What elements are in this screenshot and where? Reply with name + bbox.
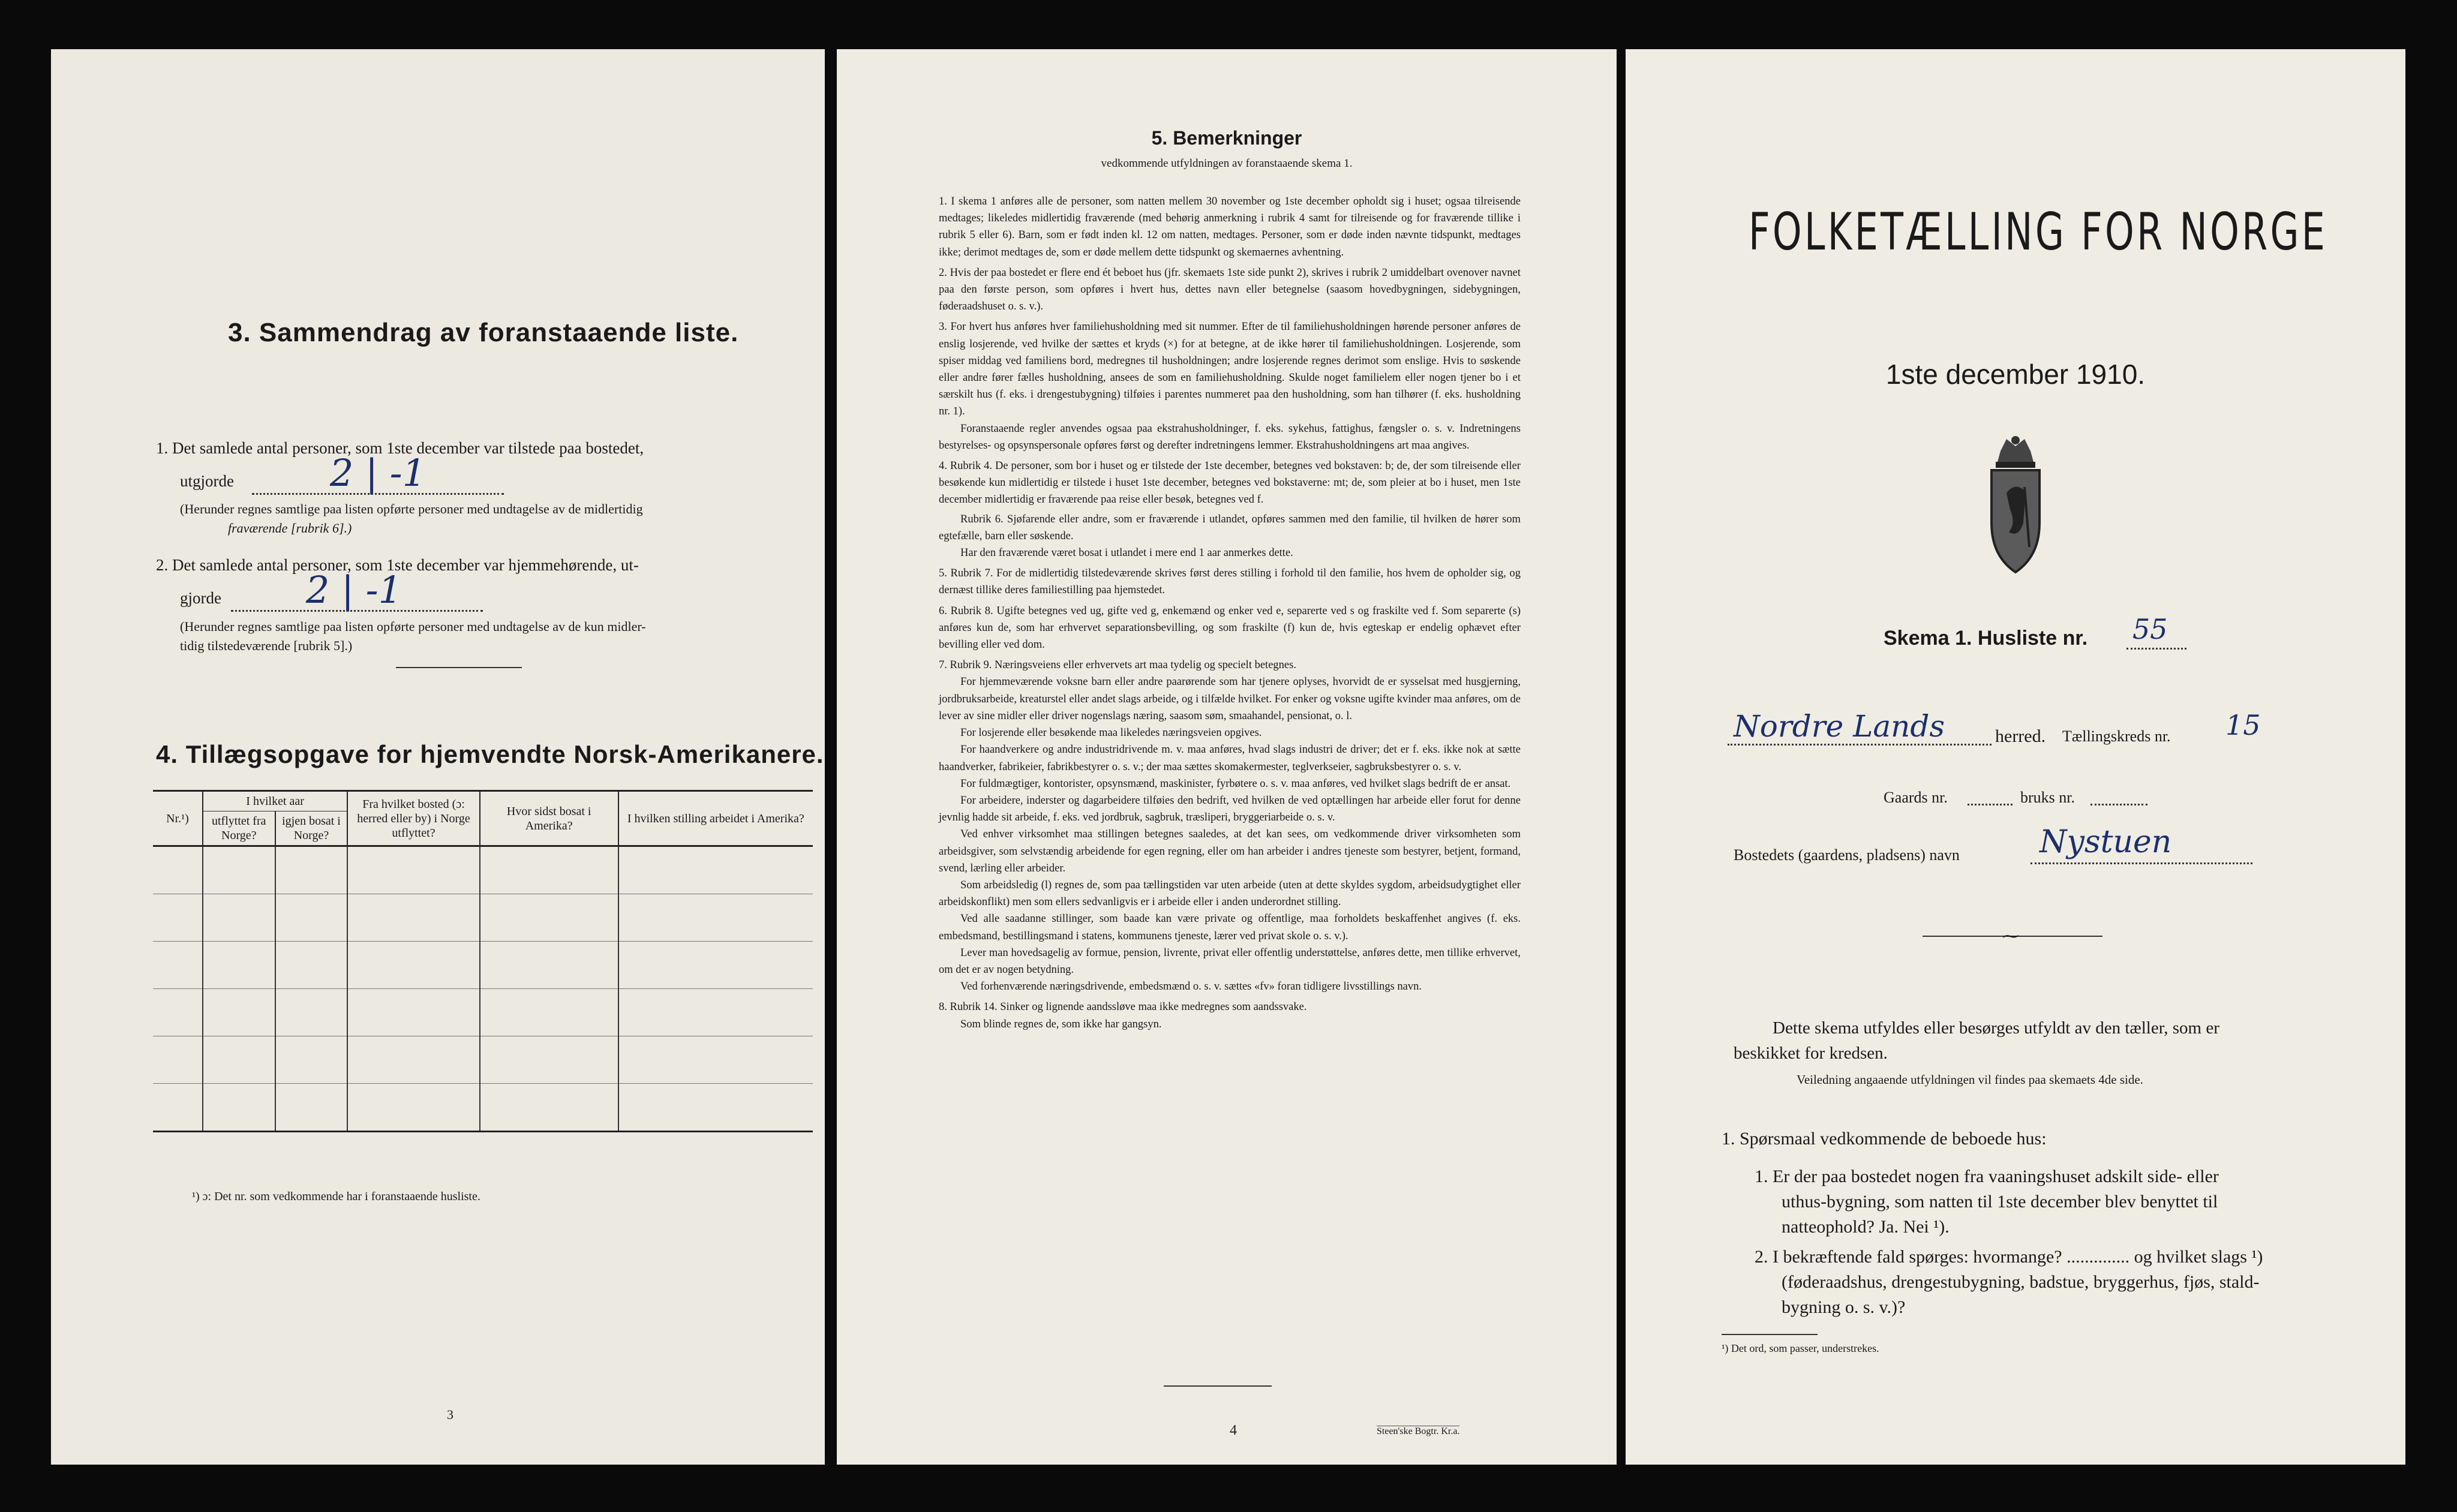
remarks-subtitle: vedkommende utfyldningen av foranstaaende skema 1. <box>1101 157 1353 170</box>
remark-1: 1. I skema 1 anføres alle de personer, som natten mellem 30 november og 1ste december opholdt sig i huset; ogsaa tilreisende medtages; likeledes midlertidig fraværende (med behørig anmerkning i rubrik 4 samt for tilreisende og for fraværende tillike i rubrik 5 eller 6). Barn, som er født inden kl. 12 om natten, medtages. Personer, som er døde inden nævnte tidspunkt, medtages ikke; derimot medtages de, som er døde mellem dette tidspunkt og skemaernes avhentning. <box>939 196 1521 258</box>
page-number: 3 <box>447 1407 453 1422</box>
col-from-where: Fra hvilket bosted (ɔ: herred eller by) i Norge utflyttet? <box>347 791 479 846</box>
question-1-answer: natteophold? Ja. Nei ¹). <box>1782 1217 1950 1237</box>
question-1: 1. Er der paa bostedet nogen fra vaaningshuset adskilt side- eller <box>1755 1167 2219 1186</box>
bosted-label: Bostedets (gaardens, pladsens) navn <box>1734 846 1960 864</box>
col-group-year: I hvilket aar <box>203 791 347 811</box>
table-row <box>153 1084 813 1132</box>
divider <box>396 667 522 668</box>
table-row <box>153 989 813 1036</box>
table-row <box>153 942 813 989</box>
remark-8: 8. Rubrik 14. Sinker og lignende aandssløve maa ikke medregnes som aandssvake. <box>939 1001 1307 1014</box>
remark-7f: For arbeidere, inderster og dagarbeidere tilføies den bedrift, ved hvilken de ved optællingen har arbeide eller forut for denne jevnlig hadde sit arbeide, f. eks. ved jordbruk, sagbruk, træsliperi, bryggeriarbeide o. s. v. <box>939 794 1521 824</box>
item2-note-cont: tidig tilstedeværende [rubrik 5].) <box>180 638 353 653</box>
section3-title: 3. Sammendrag av foranstaaende liste. <box>228 318 739 347</box>
item2-handwritten-value: 2 | -1 <box>305 568 403 612</box>
intro-text-cont: beskikket for kredsen. <box>1734 1044 1888 1063</box>
bosted-handwritten: Nystuen <box>2040 824 2172 860</box>
col-where-last: Hvor sidst bosat i Amerika? <box>480 791 618 846</box>
table-row <box>153 1036 813 1084</box>
bruk-dotline <box>2090 804 2147 805</box>
item2-dotline <box>231 610 483 612</box>
remark-7c: For losjerende eller besøkende maa likeledes næringsveien opgives. <box>960 727 1262 740</box>
intro-note: Veiledning angaaende utfyldningen vil findes paa skemaets 4de side. <box>1797 1072 2143 1087</box>
remark-7e: For fuldmægtiger, kontorister, opsynsmænd, maskinister, fyrbøtere o. s. v. maa anføres, ved hvilket slags bedrift de er ansat. <box>960 777 1511 790</box>
remark-7j: Lever man hovedsagelig av formue, pension, livrente, privat eller offentlig understøttelse, anføres dette, men tillike erhvervet, om det er av nogen betydning. <box>939 946 1521 976</box>
kreds-label: Tællingskreds nr. <box>2062 728 2171 745</box>
gaard-label: Gaards nr. <box>1884 789 1948 806</box>
remark-7k: Ved forhenværende næringsdrivende, embedsmænd o. s. v. sættes «fv» foran tidligere livsstillings navn. <box>960 981 1422 993</box>
schema-label: Skema 1. Husliste nr. <box>1884 627 2088 650</box>
remark-2: 2. Hvis der paa bostedet er flere end ét beboet hus (jfr. skemaets 1ste side punkt 2), skrives i rubrik 2 umiddelbart ovenover navnet paa den første person, som opføres i hvert hus, dettes navn eller betegnelse (saasom hovedbygningen, sidebygningen, føderaadshuset o. s. v.). <box>939 266 1521 313</box>
bruk-label: bruks nr. <box>2020 789 2075 806</box>
remarks-title: 5. Bemerkninger <box>1151 127 1302 149</box>
printer-imprint: Steen'ske Bogtr. Kr.a. <box>1377 1426 1460 1436</box>
footnote: ¹) Det ord, som passer, understrekes. <box>1722 1342 1879 1354</box>
item1-dotline <box>252 493 504 495</box>
item1-note: (Herunder regnes samtlige paa listen opførte personer med undtagelse av de midlertidig <box>180 501 643 516</box>
husliste-dotline <box>2126 648 2186 650</box>
table-row <box>153 846 813 894</box>
remark-7d: For haandverkere og andre industridrivende m. v. maa anføres, hvad slags industri de driver; det er f. eks. ikke nok at sætte haandverker, fabrikeier, fabrikbestyrer o. s. v.; der maa sættes skomakermester, teglverkseier, sagbruksbestyrer o. s. v. <box>939 744 1521 773</box>
section4-title: 4. Tillægsopgave for hjemvendte Norsk-Amerikanere. <box>156 740 824 768</box>
census-title: FOLKETÆLLING FOR NORGE <box>1749 202 2328 262</box>
item2-text: 2. Det samlede antal personer, som 1ste december var hjemmehørende, ut- <box>156 556 639 574</box>
remark-5: 5. Rubrik 7. For de midlertidig tilstedeværende skrives først deres stilling i forhold til den familie, hos hvem de opholder sig, og dernæst tillike deres familiestilling paa hjemstedet. <box>939 567 1521 597</box>
intro-text: Dette skema utfyldes eller besørges utfyldt av den tæller, som er <box>1773 1018 2219 1038</box>
husliste-number: 55 <box>2132 613 2168 645</box>
question-2-cont: (føderaadshus, drengestubygning, badstue, bryggerhus, fjøs, stald- <box>1782 1272 2260 1292</box>
norsk-amerikanere-table <box>153 790 813 1132</box>
remark-7: 7. Rubrik 9. Næringsveiens eller erhvervets art maa tydelig og specielt betegnes. <box>939 659 1296 672</box>
remark-3: 3. For hvert hus anføres hver familiehusholdning med sit nummer. Efter de til familiehusholdningen hørende personer anføres de enslig losjerende, ved hvilke der sættes et kryds (×) for at betegne, at de ikke hører til familiehusholdningen. Losjerende, som spiser middag ved familiens bord, medregnes til husholdningen; andre losjerende regnes derimot som enslige. Hvis to søskende eller andre fører fælles husholdning, ansees de som en familiehusholdning. Skulde noget familielem eller nogen tjener bo i et særskilt hus (f. eks. i drengestubygning) tilføies i parentes nummeret paa den husholdning, som han tilhører (f. eks. husholdning nr. 1). <box>939 321 1521 418</box>
footnote-rule <box>1722 1334 1818 1335</box>
item1-handwritten-value: 2 | -1 <box>329 451 426 495</box>
item1-text: 1. Det samlede antal personer, som 1ste december var tilstede paa bostedet, <box>156 439 644 457</box>
right-page <box>1626 49 2405 1465</box>
question-heading: 1. Spørsmaal vedkommende de beboede hus: <box>1722 1129 2047 1149</box>
question-2-cont2: bygning o. s. v.)? <box>1782 1297 1906 1317</box>
census-date: 1ste december 1910. <box>1885 359 2146 390</box>
gaard-dotline <box>1968 804 2013 805</box>
mid-page <box>837 49 1617 1465</box>
col-position: I hvilken stilling arbeidet i Amerika? <box>618 791 813 846</box>
question-2: 2. I bekræftende fald spørges: hvormange? .............. og hvilket slags ¹) <box>1755 1247 2263 1267</box>
col-nr: Nr.¹) <box>153 791 203 846</box>
bosted-dotline <box>2031 862 2252 864</box>
bottom-divider <box>1164 1385 1272 1387</box>
herred-handwritten: Nordre Lands <box>1734 709 1945 744</box>
remark-7g: Ved enhver virksomhet maa stillingen betegnes saaledes, at det kan sees, om vedkommende driver virksomheten som arbeidsgiver, som selvstændig arbeidende for egen regning, eller om han arbeider i andres tjeneste som bestyrer, betjent, formand, svend, lærling eller arbeider. <box>939 828 1521 874</box>
remark-4b: Rubrik 6. Sjøfarende eller andre, som er fraværende i utlandet, opføres sammen med den familie, til hvilken de hører som egtefælle, barn eller søskende. <box>939 513 1521 542</box>
page-number: 4 <box>1230 1423 1237 1438</box>
remark-4c: Har den fraværende været bosat i utlandet i mere end 1 aar anmerkes dette. <box>960 547 1293 560</box>
coat-of-arms-icon <box>1959 433 2072 577</box>
remarks-body <box>939 193 1521 1033</box>
question-1-cont: uthus-bygning, som natten til 1ste december blev benyttet til <box>1782 1192 2218 1212</box>
item2-label: gjorde <box>180 589 221 607</box>
table-footnote: ¹) ɔ: Det nr. som vedkommende har i foranstaaende husliste. <box>192 1190 480 1203</box>
remark-7h: Som arbeidsledig (l) regnes de, som paa tællingstiden var uten arbeide (uten at dette skyldes sygdom, arbeidsudygtighet eller arbeidskonflikt) men som ellers sedvanligvis er i arbeide eller i anden underordnet stilling. <box>939 879 1521 909</box>
herred-label: herred. <box>1995 726 2046 746</box>
item2-note: (Herunder regnes samtlige paa listen opførte personer med undtagelse av de kun midler- <box>180 619 646 634</box>
remark-8b: Som blinde regnes de, som ikke har gangsyn. <box>960 1018 1162 1030</box>
remark-7b: For hjemmeværende voksne barn eller andre paarørende som har tjenere oplyses, hvorvidt de er sysselsat med husgjerning, jordbruksarbeide, kreaturstel eller andet slags arbeide, og i tilfælde hvilket. For enker og voksne ugifte kvinder maa anføres, om de lever av sine midler eller driver nogenslags næring, saasom søm, smaahandel, pensionat, o. l. <box>939 676 1521 722</box>
kreds-number: 15 <box>2225 709 2261 741</box>
table-row <box>153 894 813 942</box>
remark-7i: Ved alle saadanne stillinger, som baade kan være private og offentlige, maa forholdets beskaffenhet angives (f. eks. embedsmand, bestillingsmand i statens, kommunens tjeneste, lærer ved privat skole o. s. v.). <box>939 913 1521 942</box>
col-emigrated: utflyttet fra Norge? <box>203 811 275 846</box>
item1-note-cont: fraværende [rubrik 6].) <box>228 521 352 536</box>
ornament-icon: ⁓ <box>2002 927 2019 946</box>
col-returned: igjen bosat i Norge? <box>275 811 348 846</box>
left-page <box>51 49 825 1465</box>
item1-label: utgjorde <box>180 472 234 490</box>
remark-3b: Foranstaaende regler anvendes ogsaa paa ekstrahusholdninger, f. eks. sykehus, fattighus, fængsler o. s. v. Indretningens bestyrelses- og opsynspersonale opføres først og derefter indretningens lemmer. Ekstrahusholdningens art maa angives. <box>939 422 1521 452</box>
remark-4: 4. Rubrik 4. De personer, som bor i huset og er tilstede der 1ste december, betegnes ved bokstaven: b; de, der som tilreisende eller besøkende kun midlertidig er tilstede i huset 1ste december, betegnes ved bokstaverne: mt; de, som pleier at bo i huset, men 1ste december midlertidig er fraværende paa reise eller besøk, betegnes ved f. <box>939 460 1521 506</box>
herred-dotline <box>1728 744 1992 746</box>
remark-6: 6. Rubrik 8. Ugifte betegnes ved ug, gifte ved g, enkemænd og enker ved e, separerte ved s og fraskilte ved f. Som separerte (s) anføres kun de, som har erhvervet separationsbevilling, og som fraskilte (f) kun de, hvis egteskap er endelig ophævet efter bevilling eller ved dom. <box>939 605 1521 651</box>
